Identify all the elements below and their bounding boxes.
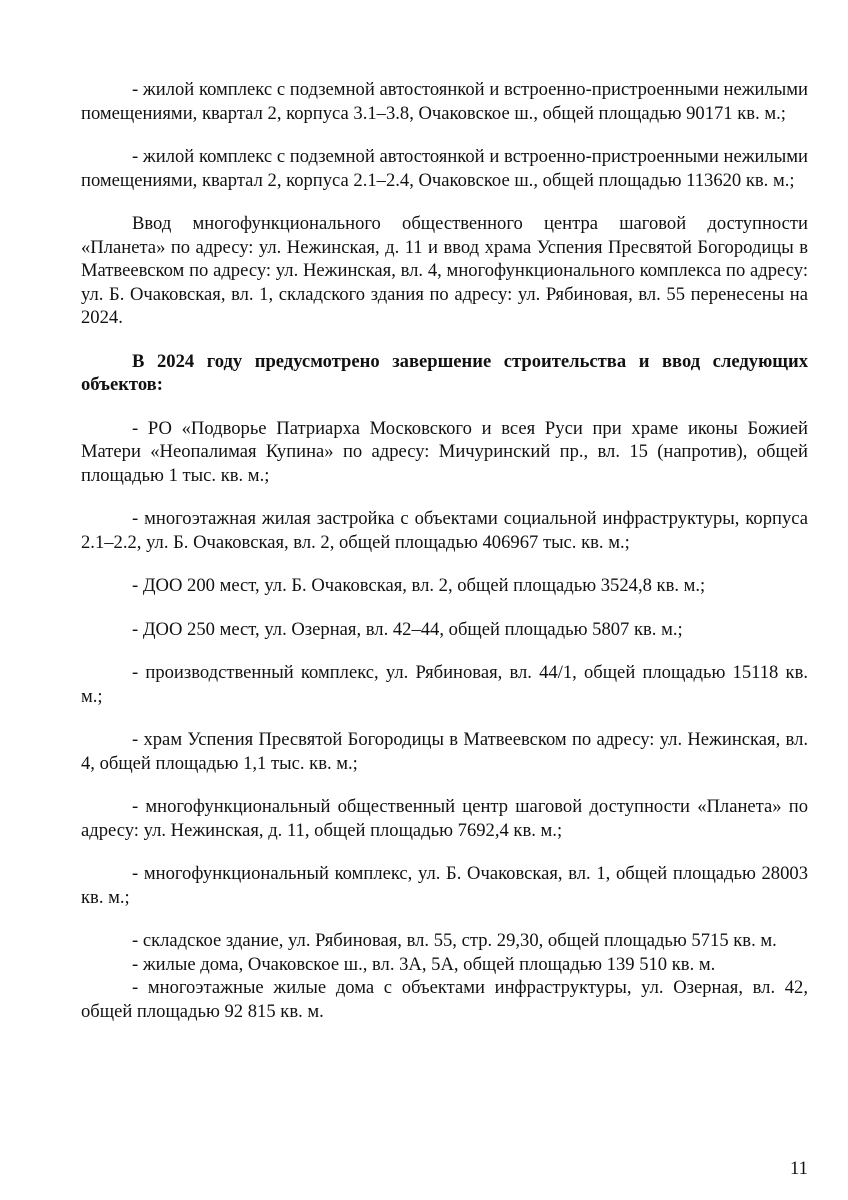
paragraph-planeta-center: - многофункциональный общественный центр шаговой доступности «Планета» по адресу: ул. Нежинская, д. 11, общей площадью 7692,4 кв. м.; [81, 796, 808, 841]
paragraph-warehouse: - складское здание, ул. Рябиновая, вл. 55, стр. 29,30, общей площадью 5715 кв. м. [132, 930, 777, 951]
paragraph-church: - храм Успения Пресвятой Богородицы в Матвеевском по адресу: ул. Нежинская, вл. 4, общей площадью 1,1 тыс. кв. м.; [81, 729, 808, 774]
paragraph-residential-complex-2: - жилой комплекс с подземной автостоянкой и встроенно-пристроенными нежилыми помещениями, квартал 2, корпуса 2.1–2.4, Очаковское ш., общей площадью 113620 кв. м.; [81, 146, 808, 191]
paragraph-residential-complex-3: - жилой комплекс с подземной автостоянкой и встроенно-пристроенными нежилыми помещениями, квартал 2, корпуса 3.1–3.8, Очаковское ш., общей площадью 90171 кв. м.; [81, 79, 808, 124]
document-page [81, 78, 808, 1023]
page-number: 11 [790, 1158, 808, 1179]
paragraph-industrial-complex: - производственный комплекс, ул. Рябиновая, вл. 44/1, общей площадью 15118 кв. м.; [81, 662, 808, 707]
section-heading-2024: В 2024 году предусмотрено завершение строительства и ввод следующих объектов: [81, 350, 808, 395]
paragraph-kindergarten-200: - ДОО 200 мест, ул. Б. Очаковская, вл. 2, общей площадью 3524,8 кв. м.; [132, 575, 706, 596]
paragraph-multifunctional-complex: - многофункциональный комплекс, ул. Б. Очаковская, вл. 1, общей площадью 28003 кв. м.; [81, 863, 808, 908]
paragraph-residential-houses: - жилые дома, Очаковское ш., вл. 3А, 5А, общей площадью 139 510 кв. м. [132, 953, 716, 975]
paragraph-multistorey-residential: - многоэтажные жилые дома с объектами инфраструктуры, ул. Озерная, вл. 42, общей площадью 92 815 кв. м. [81, 977, 808, 1022]
paragraph-patriarch-courtyard: - РО «Подворье Патриарха Московского и всея Руси при храме иконы Божией Матери «Неопалимая Купина» по адресу: Мичуринский пр., вл. 15 (напротив), общей площадью 1 тыс. кв. м.; [81, 417, 808, 486]
paragraph-kindergarten-250: - ДОО 250 мест, ул. Озерная, вл. 42–44, общей площадью 5807 кв. м.; [132, 618, 683, 640]
paragraph-multistorey-housing: - многоэтажная жилая застройка с объектами социальной инфраструктуры, корпуса 2.1–2.2, ул. Б. Очаковская, вл. 2, общей площадью 406967 тыс. кв. м.; [81, 508, 808, 553]
paragraph-postponed-commissioning: Ввод многофункционального общественного центра шаговой доступности «Планета» по адресу: ул. Нежинская, д. 11 и ввод храма Успения Пресвятой Богородицы в Матвеевском по адресу: ул. Нежинская, вл. 4, многофункционального комплекса по адресу: ул. Б. Очаковская, вл. 1, складского здания по адресу: ул. Рябиновая, вл. 55 перенесены на 2024. [81, 213, 808, 328]
